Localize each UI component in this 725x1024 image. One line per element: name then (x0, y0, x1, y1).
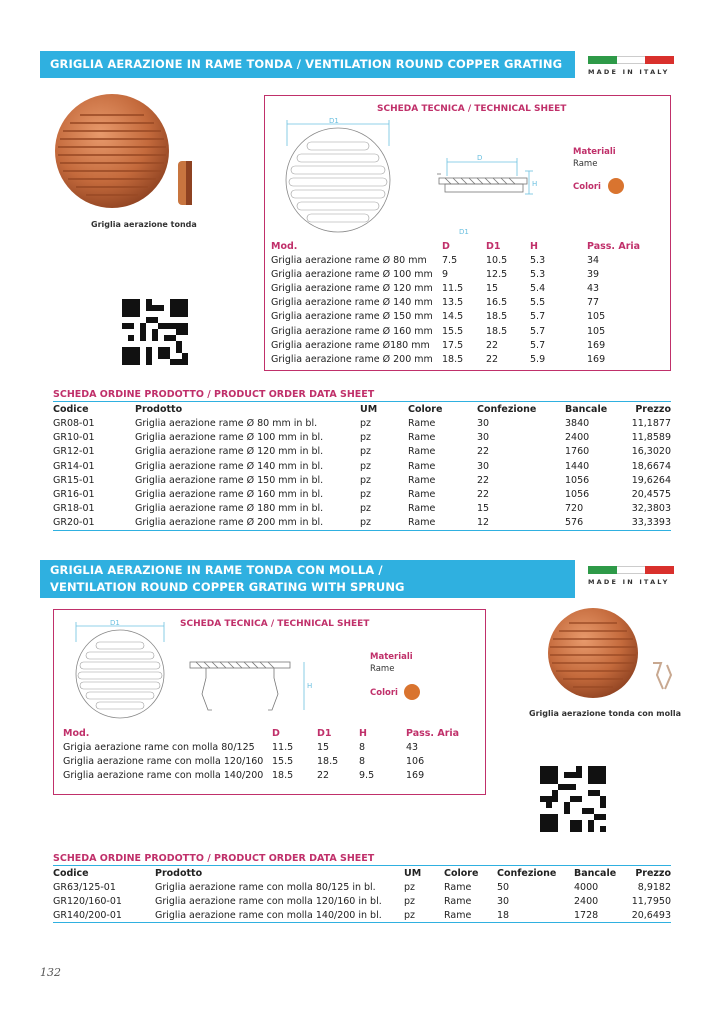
table-cell: 5.3 (530, 268, 546, 280)
table-cell: 18.5 (272, 769, 294, 781)
table-cell: 1728 (574, 909, 621, 923)
column-header: UM (360, 403, 378, 415)
table-cell: 14.5 (442, 311, 464, 323)
table-cell: Griglia aerazione rame con molla 120/160 in bl. (155, 895, 382, 907)
table-cell: 22 (477, 489, 490, 501)
table-cell: 11,1877 (631, 417, 671, 429)
tech-header-row (271, 240, 647, 253)
made-in-italy-label-2: MADE IN ITALY (588, 578, 670, 586)
qr-code-icon[interactable] (540, 766, 606, 832)
table-cell: 5.7 (530, 311, 546, 323)
column-header: H (359, 728, 367, 739)
table-cell: Rame (408, 503, 436, 515)
column-header: Prezzo (635, 403, 671, 415)
table-cell: 7.5 (442, 254, 458, 266)
section2-colors-label: Colori (370, 688, 398, 698)
italy-flag-icon (588, 56, 674, 64)
table-cell: Rame (444, 895, 472, 907)
table-cell: GR10-01 (53, 431, 95, 443)
d1-dimension-label: D1 (110, 619, 120, 627)
section2-order-sheet (53, 853, 671, 923)
table-cell: 5.3 (530, 254, 546, 266)
column-header: Mod. (63, 728, 90, 739)
table-cell: Rame (408, 446, 436, 458)
table-cell: 169 (587, 339, 606, 351)
table-cell: 30 (477, 431, 490, 443)
table-cell: Griglia aerazione rame con molla 140/200 in bl. (155, 909, 404, 923)
section1-technical-drawing (279, 116, 539, 236)
column-header: D (442, 241, 450, 252)
table-cell: 30 (477, 417, 490, 429)
table-cell: 2400 (574, 895, 599, 907)
column-header: Prodotto (135, 403, 183, 415)
table-cell: 18.5 (317, 755, 339, 767)
table-cell: Griglia aerazione rame Ø 80 mm (271, 254, 427, 266)
page-number: 132 (40, 966, 61, 979)
table-cell: 22 (477, 474, 490, 486)
table-cell: 169 (587, 353, 606, 365)
table-cell: pz (404, 895, 416, 907)
section2-technical-drawing (66, 618, 326, 720)
section2-banner-line-2: VENTILATION ROUND COPPER GRATING WITH SPRUNG (50, 580, 405, 594)
table-cell: 105 (587, 311, 606, 323)
section1-order-table (53, 402, 671, 531)
column-header: Confezione (497, 867, 557, 879)
column-header: H (530, 241, 538, 252)
section1-technical-sheet (264, 95, 671, 371)
table-cell: 5.9 (530, 353, 546, 365)
table-cell: 13.5 (442, 297, 464, 309)
table-cell: Griglia aerazione rame Ø 160 mm in bl. (135, 489, 324, 501)
copper-color-swatch-icon (404, 684, 420, 700)
column-header: Codice (53, 403, 89, 415)
round-grating-product-image (50, 93, 200, 213)
table-cell: Rame (408, 431, 436, 443)
table-cell: 50 (497, 881, 510, 893)
table-cell: Griglia aerazione rame Ø 140 mm (271, 297, 433, 309)
column-header: Pass. Aria (587, 241, 641, 252)
table-cell: 43 (587, 282, 600, 294)
table-cell: Griglia aerazione rame Ø 180 mm in bl. (135, 503, 324, 515)
section2-product-caption: Griglia aerazione tonda con molla (529, 709, 681, 718)
table-cell: 30 (497, 895, 510, 907)
table-cell: Grigia aerazione rame con molla 80/125 (63, 741, 255, 753)
table-cell: 5.5 (530, 297, 546, 309)
tech-row (271, 253, 647, 267)
table-cell: Rame (408, 460, 436, 472)
order-row (53, 894, 671, 908)
table-cell: 12.5 (486, 268, 508, 280)
table-cell: Griglia aerazione rame con molla 140/200 (63, 769, 264, 781)
order-header-row (53, 402, 671, 416)
section1-order-title: SCHEDA ORDINE PRODOTTO / PRODUCT ORDER DATA SHEET (53, 389, 671, 402)
table-cell: 19,6264 (631, 474, 671, 486)
table-cell: 15.5 (442, 325, 464, 337)
column-header: D (272, 728, 280, 739)
table-cell: Griglia aerazione rame Ø 100 mm in bl. (135, 431, 324, 443)
table-cell: 12 (477, 516, 565, 530)
column-header: UM (404, 867, 422, 879)
table-cell: Griglia aerazione rame con molla 80/125 in bl. (155, 881, 376, 893)
table-cell: Rame (408, 474, 436, 486)
table-cell: 8,9182 (637, 881, 671, 893)
table-cell: Griglia aerazione rame Ø 200 mm (271, 353, 433, 365)
section2-order-table (53, 866, 671, 923)
table-cell: 15 (317, 741, 330, 753)
column-header: Bancale (574, 867, 617, 879)
table-cell: 18.5 (486, 325, 508, 337)
table-cell: GR18-01 (53, 503, 95, 515)
table-cell: Griglia aerazione rame Ø 120 mm (271, 282, 433, 294)
table-cell: 20,6493 (621, 909, 671, 923)
tech-row (271, 281, 647, 295)
section2-materials-value: Rame (370, 664, 395, 674)
table-cell: Griglia aerazione rame Ø 120 mm in bl. (135, 446, 324, 458)
table-cell: 4000 (574, 881, 599, 893)
column-header: Codice (53, 867, 89, 879)
table-cell: 1440 (565, 460, 590, 472)
table-cell: Rame (408, 489, 436, 501)
table-cell: 34 (587, 254, 600, 266)
table-cell: Griglia aerazione rame Ø 160 mm (271, 325, 433, 337)
tech-row (63, 754, 466, 768)
section2-banner-line-1: GRIGLIA AERAZIONE IN RAME TONDA CON MOLLA / (50, 563, 383, 577)
table-cell: 5.7 (530, 339, 546, 351)
table-cell: 43 (406, 741, 419, 753)
table-cell: pz (360, 474, 372, 486)
table-cell: 77 (587, 297, 600, 309)
section2-banner (40, 560, 575, 598)
table-cell: Griglia aerazione rame Ø 200 mm in bl. (135, 516, 360, 530)
table-cell: GR120/160-01 (53, 895, 122, 907)
order-row (53, 430, 671, 444)
table-cell: 18,6674 (631, 460, 671, 472)
order-row (53, 909, 671, 923)
order-row (53, 459, 671, 473)
section2-tech-title: SCHEDA TECNICA / TECHNICAL SHEET (180, 619, 370, 629)
column-header: Colore (444, 867, 479, 879)
h-dimension-label: H (307, 682, 313, 690)
table-cell: 3840 (565, 417, 590, 429)
order-row (53, 445, 671, 459)
table-cell: 22 (317, 769, 330, 781)
table-cell: 169 (406, 769, 425, 781)
table-cell: 15 (486, 282, 499, 294)
column-header: Prodotto (155, 867, 203, 879)
table-cell: 16.5 (486, 297, 508, 309)
table-cell: pz (360, 417, 372, 429)
section1-materials-value: Rame (573, 159, 598, 169)
section1-colors-label: Colori (573, 182, 601, 192)
table-cell: 11,7950 (631, 895, 671, 907)
column-header: Bancale (565, 403, 608, 415)
d1-lower-dimension-label: D1 (459, 228, 469, 236)
order-row (53, 880, 671, 894)
table-cell: pz (404, 909, 444, 923)
column-header: Confezione (477, 403, 537, 415)
table-cell: 11.5 (442, 282, 464, 294)
table-cell: pz (360, 431, 372, 443)
table-cell: Griglia aerazione rame Ø 140 mm in bl. (135, 460, 324, 472)
column-header: Pass. Aria (406, 728, 460, 739)
table-cell: 18.5 (486, 311, 508, 323)
table-cell: Griglia aerazione rame Ø 150 mm in bl. (135, 474, 324, 486)
tech-row (271, 267, 647, 281)
h-dimension-label: H (532, 180, 538, 188)
column-header: Prezzo (635, 867, 671, 879)
table-cell: GR140/200-01 (53, 909, 155, 923)
italy-flag-icon (588, 566, 674, 574)
made-in-italy-badge-2 (588, 566, 674, 586)
table-cell: 11.5 (272, 741, 294, 753)
tech-row (271, 352, 647, 366)
table-cell: 15.5 (272, 755, 294, 767)
table-cell: 5.4 (530, 282, 546, 294)
table-cell: 30 (477, 460, 490, 472)
tech-row (271, 324, 647, 338)
order-row (53, 502, 671, 516)
d1-dimension-label: D1 (329, 117, 339, 125)
table-cell: 39 (587, 268, 600, 280)
tech-row (271, 338, 647, 352)
table-cell: 105 (587, 325, 606, 337)
section2-order-title: SCHEDA ORDINE PRODOTTO / PRODUCT ORDER DATA SHEET (53, 853, 671, 866)
table-cell: Griglia aerazione rame Ø180 mm (271, 339, 430, 351)
table-cell: 10.5 (486, 254, 508, 266)
order-row (53, 487, 671, 501)
order-row (53, 473, 671, 487)
made-in-italy-label: MADE IN ITALY (588, 68, 670, 76)
table-cell: Rame (444, 881, 472, 893)
table-cell: 720 (565, 503, 584, 515)
table-cell: Rame (408, 516, 477, 530)
section1-materials-label: Materiali (573, 147, 616, 157)
table-cell: pz (360, 460, 372, 472)
table-cell: 9.5 (359, 769, 375, 781)
table-cell: pz (360, 516, 408, 530)
made-in-italy-badge (588, 56, 674, 76)
order-header-row (53, 866, 671, 880)
table-cell: GR16-01 (53, 489, 95, 501)
table-cell: 1056 (565, 474, 590, 486)
table-cell: Rame (444, 909, 497, 923)
table-cell: 1760 (565, 446, 590, 458)
table-cell: 33,3393 (620, 516, 671, 530)
section1-banner-line: GRIGLIA AERAZIONE IN RAME TONDA / VENTILATION ROUND COPPER GRATING (50, 57, 563, 71)
table-cell: 11,8589 (631, 431, 671, 443)
table-cell: 18 (497, 909, 574, 923)
section2-technical-sheet (53, 609, 486, 795)
table-cell: 32,3803 (631, 503, 671, 515)
tech-header-row (63, 727, 466, 740)
table-cell: 16,3020 (631, 446, 671, 458)
table-cell: 17.5 (442, 339, 464, 351)
column-header: D1 (486, 241, 501, 252)
table-cell: 1056 (565, 489, 590, 501)
table-cell: GR15-01 (53, 474, 95, 486)
qr-code-icon[interactable] (122, 299, 188, 365)
table-cell: 22 (486, 339, 499, 351)
section1-product-caption: Griglia aerazione tonda (91, 220, 197, 229)
tech-row (63, 768, 466, 782)
table-cell: 106 (406, 755, 425, 767)
column-header: Colore (408, 403, 443, 415)
table-cell: 8 (359, 741, 366, 753)
section2-tech-table (63, 727, 466, 783)
column-header: Mod. (271, 241, 298, 252)
table-cell: GR08-01 (53, 417, 95, 429)
table-cell: pz (404, 881, 416, 893)
table-cell: 15 (477, 503, 490, 515)
d-dimension-label: D (477, 154, 483, 162)
table-cell: 22 (477, 446, 490, 458)
table-cell: Griglia aerazione rame Ø 100 mm (271, 268, 433, 280)
tech-row (63, 740, 466, 754)
round-grating-with-spring-product-image (545, 605, 685, 705)
table-cell: Griglia aerazione rame Ø 80 mm in bl. (135, 417, 318, 429)
table-cell: GR20-01 (53, 516, 135, 530)
section2-materials-label: Materiali (370, 652, 413, 662)
section1-banner (40, 51, 575, 78)
section1-order-sheet (53, 389, 671, 531)
table-cell: 18.5 (442, 353, 464, 365)
table-cell: Rame (408, 417, 436, 429)
table-cell: GR14-01 (53, 460, 95, 472)
copper-color-swatch-icon (608, 178, 624, 194)
table-cell: 8 (359, 755, 366, 767)
table-cell: pz (360, 489, 372, 501)
table-cell: pz (360, 503, 372, 515)
table-cell: GR63/125-01 (53, 881, 116, 893)
order-row (53, 416, 671, 430)
order-row (53, 516, 671, 530)
tech-row (271, 296, 647, 310)
tech-row (271, 310, 647, 324)
table-cell: 5.7 (530, 325, 546, 337)
table-cell: 22 (486, 353, 499, 365)
column-header: D1 (317, 728, 332, 739)
table-cell: GR12-01 (53, 446, 95, 458)
section1-tech-title: SCHEDA TECNICA / TECHNICAL SHEET (377, 104, 567, 114)
table-cell: Griglia aerazione rame Ø 150 mm (271, 311, 433, 323)
table-cell: 576 (565, 516, 620, 530)
table-cell: 2400 (565, 431, 590, 443)
table-cell: pz (360, 446, 372, 458)
table-cell: 9 (442, 268, 449, 280)
section1-tech-table (271, 240, 647, 367)
table-cell: 20,4575 (631, 489, 671, 501)
table-cell: Griglia aerazione rame con molla 120/160 (63, 755, 264, 767)
